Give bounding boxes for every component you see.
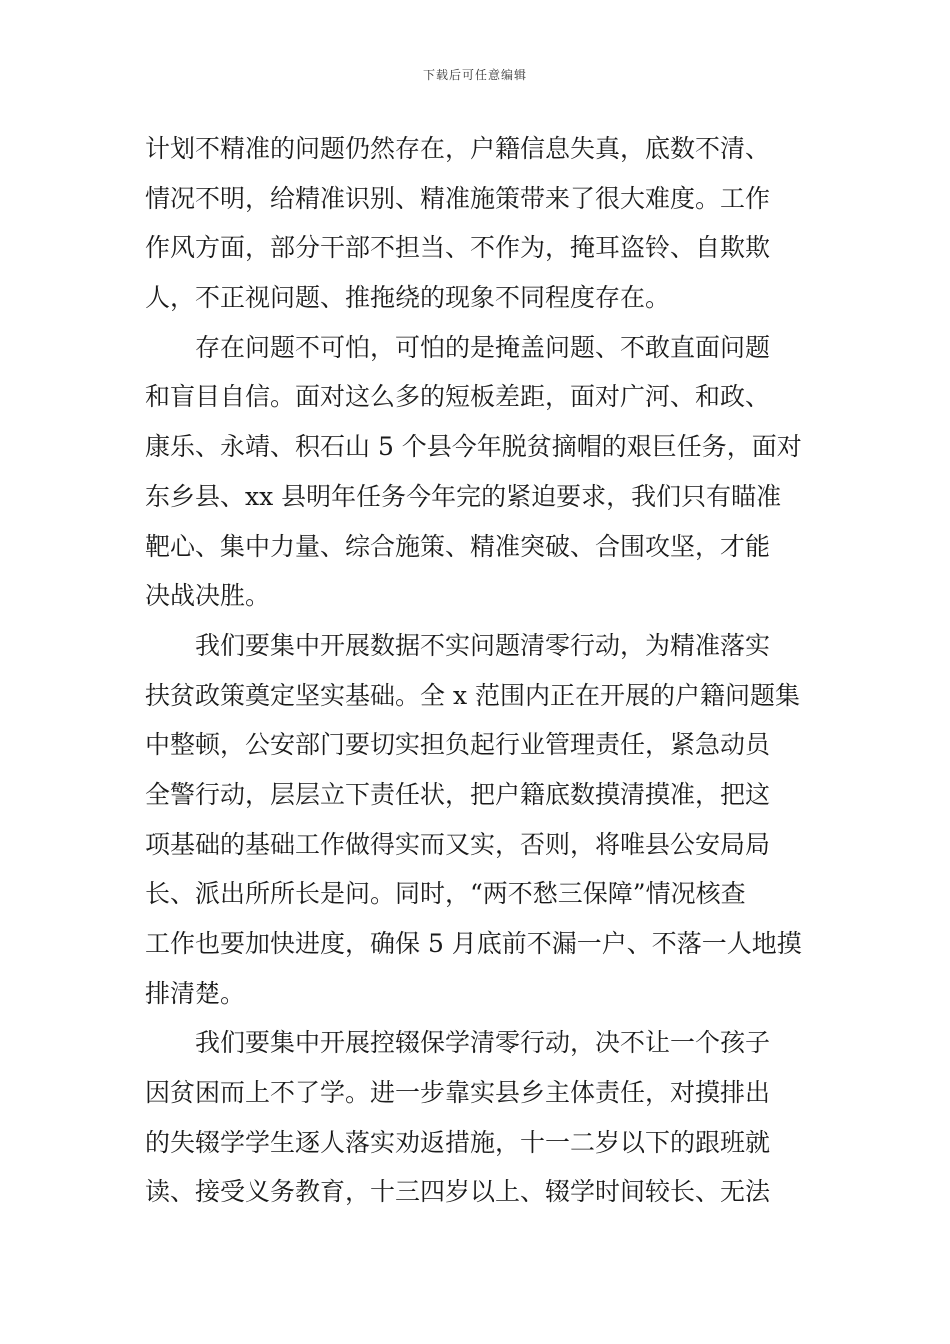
text-line: 东乡县、xx 县明年任务今年完的紧迫要求，我们只有瞄准 bbox=[145, 481, 782, 511]
text-line: 人，不正视问题、推拖绕的现象不同程度存在。 bbox=[145, 283, 671, 313]
text-line: 全警行动，层层立下责任状，把户籍底数摸清摸准，把这 bbox=[145, 779, 771, 809]
text-line: 读、接受义务教育，十三四岁以上、辍学时间较长、无法 bbox=[145, 1177, 771, 1207]
text-line: 康乐、永靖、积石山 5 个县今年脱贫摘帽的艰巨任务，面对 bbox=[145, 432, 802, 462]
text-line: 情况不明，给精准识别、精准施策带来了很大难度。工作 bbox=[145, 183, 771, 213]
text-line: 的失辍学学生逐人落实劝返措施，十一二岁以下的跟班就 bbox=[145, 1127, 771, 1157]
text-line: 靶心、集中力量、综合施策、精准突破、合围攻坚，才能 bbox=[145, 531, 771, 561]
page-header: 下载后可任意编辑 bbox=[422, 68, 527, 82]
document-body bbox=[145, 124, 807, 1217]
text-line: 我们要集中开展控辍保学清零行动，决不让一个孩子 bbox=[195, 1028, 771, 1058]
text-line: 决战决胜。 bbox=[145, 581, 271, 611]
text-line: 和盲目自信。面对这么多的短板差距，面对广河、和政、 bbox=[145, 382, 771, 412]
text-line: 项基础的基础工作做得实而又实，否则，将唯县公安局局 bbox=[145, 829, 771, 859]
text-line: 我们要集中开展数据不实问题清零行动，为精准落实 bbox=[195, 630, 771, 660]
text-line: 计划不精准的问题仍然存在，户籍信息失真，底数不清、 bbox=[145, 134, 771, 163]
text-line: 中整顿，公安部门要切实担负起行业管理责任，紧急动员 bbox=[145, 730, 771, 760]
text-line: 作风方面，部分干部不担当、不作为，掩耳盗铃、自欺欺 bbox=[145, 233, 771, 263]
text-line: 长、派出所所长是问。同时，“两不愁三保障”情况核查 bbox=[145, 879, 746, 909]
text-line: 扶贫政策奠定坚实基础。全 x 范围内正在开展的户籍问题集 bbox=[145, 680, 800, 710]
text-line: 工作也要加快进度，确保 5 月底前不漏一户、不落一人地摸 bbox=[145, 929, 802, 958]
text-line: 存在问题不可怕，可怕的是掩盖问题、不敢直面问题 bbox=[195, 332, 771, 362]
text-line: 排清楚。 bbox=[145, 978, 246, 1008]
text-line: 因贫困而上不了学。进一步靠实县乡主体责任，对摸排出 bbox=[145, 1078, 771, 1108]
